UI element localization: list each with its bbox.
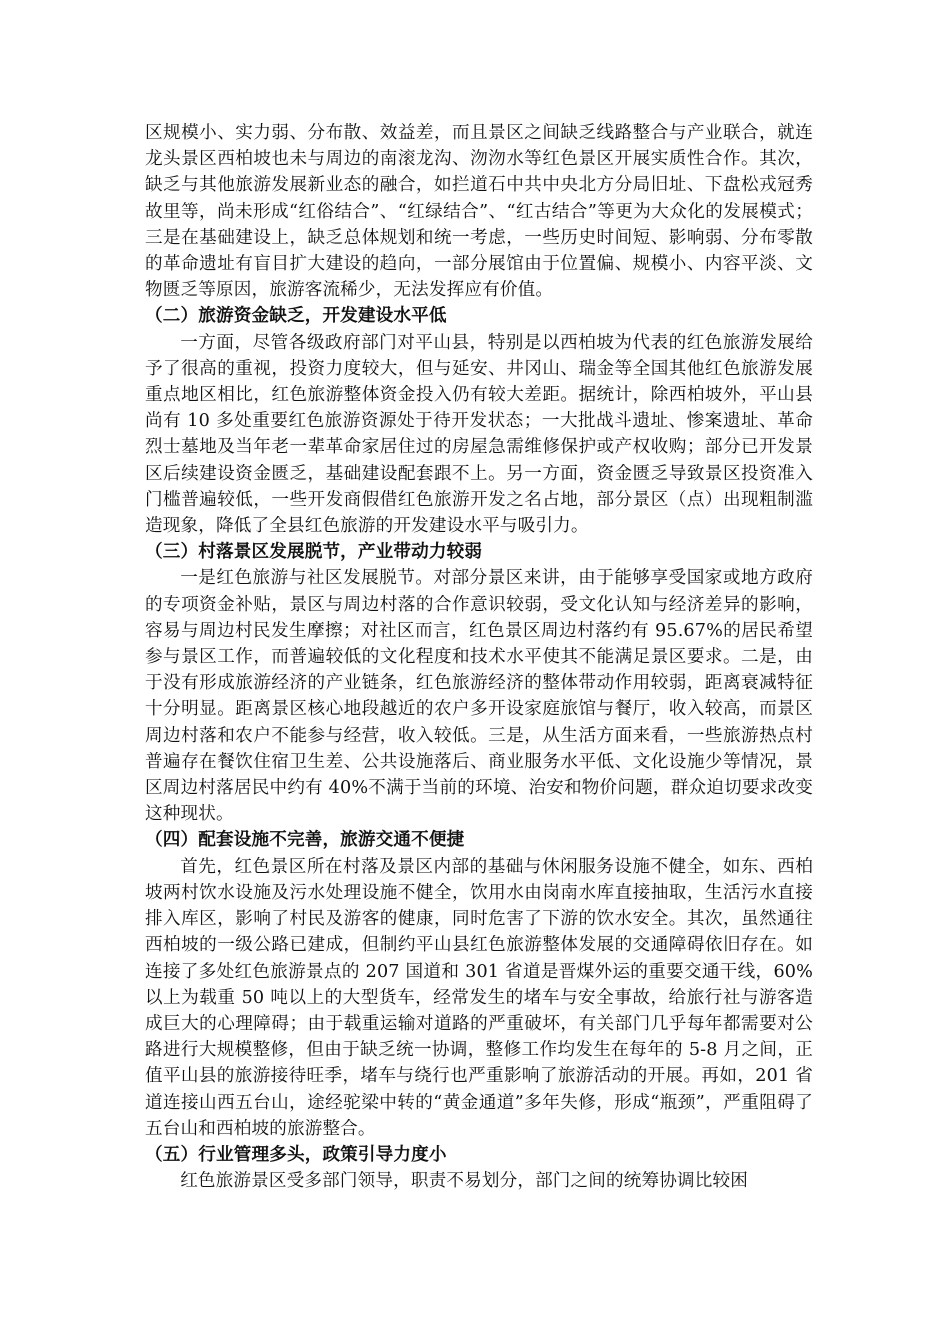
paragraph-facilities: 首先，红色景区所在村落及景区内部的基础与休闲服务设施不健全，如东、西柏坡两村饮水设施及污水处理设施不健全，饮用水由岗南水库直接抽取，生活污水直接排入库区，影响了村民及游客的健康，同时危害了下游的饮水安全。其次，虽然通往西柏坡的一级公路已建成，但制约平山县红色旅游整体发展的交通障碍依旧存在。如连接了多处红色旅游景点的 207 国道和 301 省道是晋煤外运的重要交通干线，60%以上为载重 50 吨以上的大型货车，经常发生的堵车与安全事故，给旅行社与游客造成巨大的心理障碍；由于载重运输对道路的严重破坏，有关部门几乎每年都需要对公路进行大规模整修，但由于缺乏统一协调，整修工作均发生在每年的 5-8 月之间，正值平山县的旅游接待旺季，堵车与绕行也严重影响了旅游活动的开展。再如，201 省道连接山西五台山，途经驼梁中转的“黄金通道”多年失修，形成“瓶颈”，严重阻碍了五台山和西柏坡的旅游整合。 xyxy=(145,856,813,1139)
paragraph-funding: 一方面，尽管各级政府部门对平山县，特别是以西柏坡为代表的红色旅游发展给予了很高的重视，投资力度较大，但与延安、井冈山、瑞金等全国其他红色旅游发展重点地区相比，红色旅游整体资金投入仍有较大差距。据统计，除西柏坡外，平山县尚有 10 多处重要红色旅游资源处于待开发状态；一大批战斗遗址、惨案遗址、革命烈士墓地及当年老一辈革命家居住过的房屋急需维修保护或产权收购；部分已开发景区后续建设资金匮乏，基础建设配套跟不上。另一方面，资金匮乏导致景区投资准入门槛普遍较低，一些开发商假借红色旅游开发之名占地，部分景区（点）出现粗制滥造现象，降低了全县红色旅游的开发建设水平与吸引力。 xyxy=(145,332,813,537)
document-page xyxy=(145,120,813,1194)
paragraph-villages: 一是红色旅游与社区发展脱节。对部分景区来讲，由于能够享受国家或地方政府的专项资金补贴，景区与周边村落的合作意识较弱，受文化认知与经济差异的影响，容易与周边村民发生摩擦；对社区而言，红色景区周边村落约有 95.67%的居民希望参与景区工作，而普遍较低的文化程度和技术水平使其不能满足景区要求。二是，由于没有形成旅游经济的产业链条，红色旅游经济的整体带动作用较弱，距离衰减特征十分明显。距离景区核心地段越近的农户多开设家庭旅馆与餐厅，收入较高，而景区周边村落和农户不能参与经营，收入较低。三是，从生活方面来看，一些旅游热点村普遍存在餐饮住宿卫生差、公共设施落后、商业服务水平低、文化设施少等情况，景区周边村落居民中约有 40%不满于当前的环境、治安和物价问题，群众迫切要求改变这种现状。 xyxy=(145,568,813,825)
section-heading-5: （五）行业管理多头，政策引导力度小 xyxy=(145,1144,447,1165)
paragraph-continuation: 区规模小、实力弱、分布散、效益差，而且景区之间缺乏线路整合与产业联合，就连龙头景区西柏坡也未与周边的南滚龙沟、沕沕水等红色景区开展实质性合作。其次，缺乏与其他旅游发展新业态的融合，如拦道石中共中央北方分局旧址、下盘松戎冠秀故里等，尚未形成“红俗结合”、“红绿结合”、“红古结合”等更为大众化的发展模式；三是在基础建设上，缺乏总体规划和统一考虑，一些历史时间短、影响弱、分布零散的革命遗址有盲目扩大建设的趋向，一部分展馆由于位置偏、规模小、内容平淡、文物匮乏等原因，旅游客流稀少，无法发挥应有价值。 xyxy=(145,123,813,301)
paragraph-management: 红色旅游景区受多部门领导，职责不易划分，部门之间的统筹协调比较困 xyxy=(180,1171,748,1192)
section-heading-4: （四）配套设施不完善，旅游交通不便捷 xyxy=(145,830,465,851)
section-heading-2: （二）旅游资金缺乏，开发建设水平低 xyxy=(145,306,447,327)
section-heading-3: （三）村落景区发展脱节，产业带动力较弱 xyxy=(145,542,483,563)
